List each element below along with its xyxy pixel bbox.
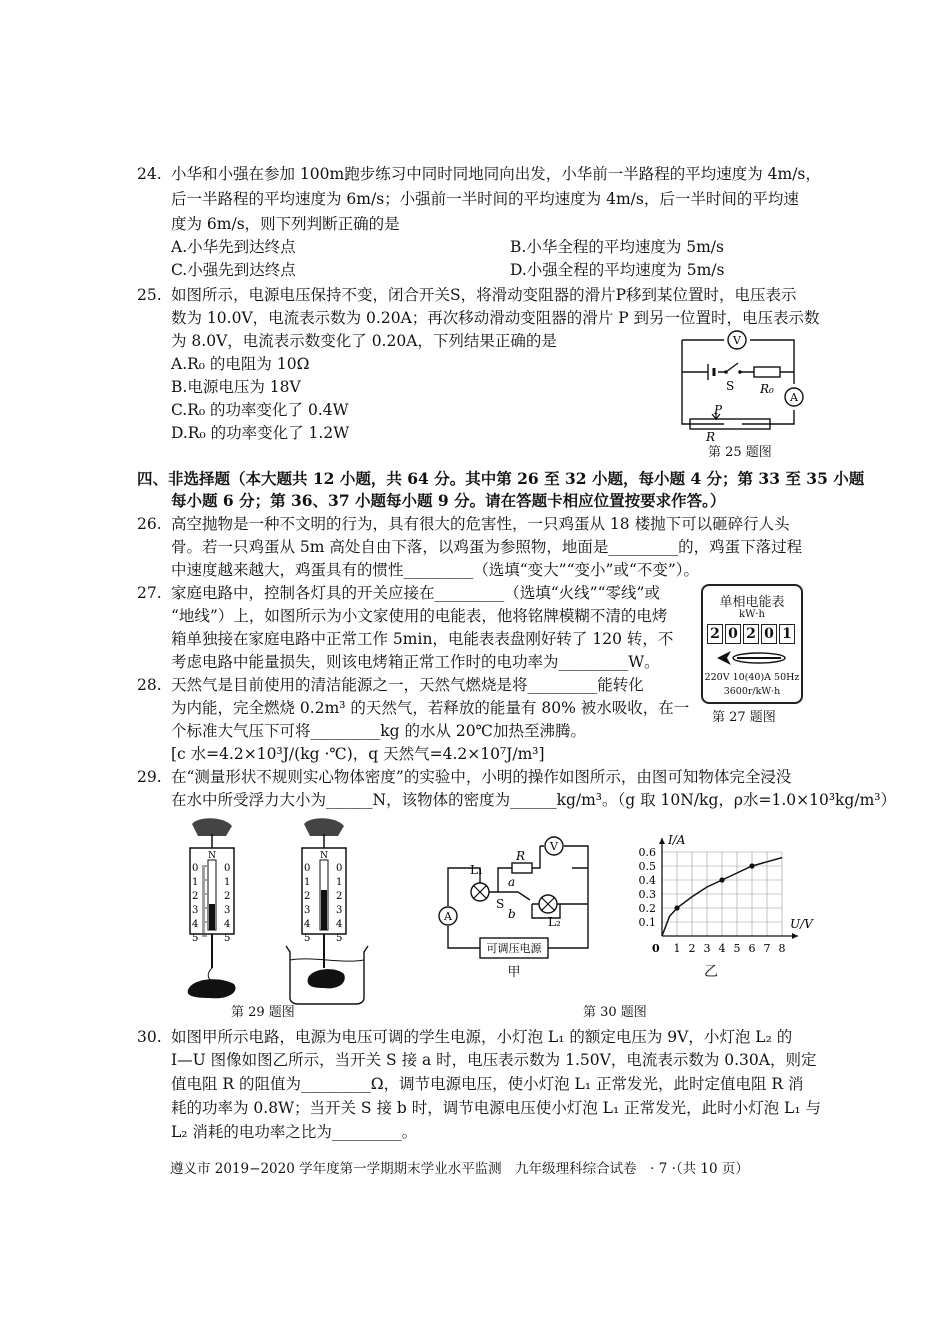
contact-a-label: a [508, 875, 516, 889]
q25-option-d: D.R₀ 的功率变化了 1.2W [171, 424, 350, 442]
question-number-29: 29. [137, 768, 162, 786]
scale-tick-label: 3 [336, 905, 343, 916]
meter-digit: 0 [725, 624, 741, 644]
meter-disc-icon [713, 648, 791, 668]
q30-text-line-2: I—U 图像如图乙所示，当开关 S 接 a 时，电压表示数为 1.50V，电流表示数为 0.30A，则定 [171, 1051, 817, 1069]
y-tick-label: 0.4 [638, 874, 656, 887]
question-number-24: 24. [137, 165, 162, 183]
q26-text-line-2: 骨。若一只鸡蛋从 5m 高处自由下落，以鸡蛋为参照物，地面是_________的，鸡蛋下落过程 [171, 538, 803, 556]
data-point [674, 905, 679, 910]
meter-spec-constant: 3600r/kW·h [723, 686, 781, 697]
scale-tick-label: 3 [224, 905, 231, 916]
data-point [719, 877, 724, 882]
y-tick-label: 0.3 [638, 888, 656, 901]
scale-tick-label: 1 [304, 877, 311, 888]
figure-jia-label: 甲 [507, 965, 521, 980]
y-tick-label: 0.1 [638, 916, 656, 929]
scale-tick-label: 0 [224, 863, 231, 874]
x-axis-label: U/V [790, 917, 813, 931]
scale-unit-label: N [208, 851, 216, 861]
meter-digit: 1 [779, 624, 795, 644]
q28-text-line-1: 天然气是目前使用的清洁能源之一，天然气燃烧是将_________能转化 [171, 676, 644, 694]
y-axis-label: I/A [668, 833, 686, 847]
resistor-r-label: R [516, 849, 526, 863]
section-4-heading-line-2: 每小题 6 分；第 36、37 小题每小题 9 分。请在答题卡相应位置按要求作答。） [171, 491, 726, 510]
scale-tick-label: 4 [224, 919, 231, 930]
q27-figure-caption: 第 27 题图 [712, 710, 776, 725]
y-tick-label: 0.2 [638, 902, 656, 915]
q25-circuit-diagram [670, 328, 820, 463]
spring-scale-in-air-figure [182, 818, 242, 1000]
q25-figure-caption: 第 25 题图 [708, 445, 772, 460]
switch-label: S [726, 379, 735, 393]
ammeter-label: A [444, 910, 452, 923]
scale-tick-label: 0 [336, 863, 343, 874]
lamp-l2-label: L₂ [548, 915, 561, 929]
scale-tick-label: 1 [224, 877, 231, 888]
origin-label: 0 [652, 942, 660, 955]
submerged-rock-icon [308, 969, 345, 988]
lamp-l1-label: L₁ [470, 863, 483, 877]
x-tick-label: 3 [703, 942, 711, 955]
spring-scale-in-water-figure [282, 818, 372, 1004]
q28-text-line-3: 个标准大气压下可将_________kg 的水从 20℃加热至沸腾。 [171, 722, 586, 740]
scale-tick-label: 4 [336, 919, 343, 930]
q26-text-line-1: 高空抛物是一种不文明的行为，具有很大的危害性，一只鸡蛋从 18 楼抛下可以砸碎行人头 [171, 515, 790, 533]
meter-unit: kW·h [739, 609, 765, 620]
scale-tick-label: 5 [304, 933, 311, 944]
question-number-25: 25. [137, 286, 162, 304]
switch-s-label: S [496, 897, 505, 911]
scale-tick-label: 2 [304, 891, 311, 902]
energy-meter-figure [701, 584, 803, 704]
q30-text-line-1: 如图甲所示电路，电源为电压可调的学生电源，小灯泡 L₁ 的额定电压为 9V，小灯泡 L₂ 的 [171, 1028, 793, 1046]
q27-text-line-1: 家庭电路中，控制各灯具的开关应接在_________（选填“火线”“零线”或 [171, 584, 660, 602]
q25-text-line-2: 数为 10.0V，电流表示数为 0.20A；再次移动滑动变阻器的滑片 P 到另一位置时，电压表示数 [171, 309, 820, 327]
x-tick-label: 1 [673, 942, 681, 955]
meter-digit: 0 [761, 624, 777, 644]
q26-text-line-3: 中速度越来越大，鸡蛋具有的惯性_________（选填“变大”“变小”或“不变”）。 [171, 561, 700, 579]
scale-tick-label: 1 [336, 877, 343, 888]
q24-option-a: A.小华先到达终点 [171, 238, 296, 256]
rheostat-label: R [706, 430, 716, 444]
section-4-heading-line-1: 四、非选择题（本大题共 12 小题，共 64 分。其中第 26 至 32 小题，每小题 4 分；第 33 至 35 小题 [137, 469, 865, 488]
y-axis-arrow-icon [659, 838, 665, 844]
question-number-28: 28. [137, 676, 162, 694]
x-tick-label: 6 [748, 942, 756, 955]
x-tick-label: 4 [718, 942, 726, 955]
q25-option-c: C.R₀ 的功率变化了 0.4W [171, 401, 349, 419]
q27-text-line-2: “地线”）上，如图所示为小文家使用的电能表，他将铭牌模糊不清的电烤 [171, 607, 668, 625]
q27-text-line-3: 箱单独接在家庭电路中正常工作 5min，电能表表盘刚好转了 120 转，不 [171, 630, 674, 648]
q30-iv-chart [614, 828, 824, 988]
q25-text-line-3: 为 8.0V，电流表示数变化了 0.20A，下列结果正确的是 [171, 332, 557, 350]
contact-b-label: b [508, 907, 516, 921]
scale-tick-label: 2 [336, 891, 343, 902]
x-axis-arrow-icon [792, 933, 798, 939]
scale-tick-label: 0 [304, 863, 311, 874]
q24-option-d: D.小强全程的平均速度为 5m/s [510, 261, 725, 279]
q30-figure-caption: 第 30 题图 [583, 1005, 647, 1020]
x-tick-label: 5 [733, 942, 741, 955]
q28-text-line-2: 为内能，完全燃烧 0.2m³ 的天然气，若释放的能量有 80% 被水吸收，在一 [171, 699, 690, 717]
q30-text-line-3: 值电阻 R 的阻值为_________Ω，调节电源电压，使小灯泡 L₁ 正常发光，此时定值电阻 R 消 [171, 1075, 804, 1093]
q29-text-line-1: 在“测量形状不规则实心物体密度”的实验中，小明的操作如图所示，由图可知物体完全浸没 [171, 768, 792, 786]
scale-tick-label: 2 [192, 891, 199, 902]
q25-text-line-1: 如图所示，电源电压保持不变，闭合开关S，将滑动变阻器的滑片P移到某位置时，电压表示 [171, 286, 797, 304]
meter-digit: 2 [707, 624, 723, 644]
meter-digit-row [707, 624, 795, 644]
y-tick-label: 0.5 [638, 860, 656, 873]
ammeter-label: A [790, 391, 798, 404]
q29-figure-caption: 第 29 题图 [231, 1005, 295, 1020]
q25-option-a: A.R₀ 的电阻为 10Ω [171, 355, 310, 373]
meter-digit: 2 [743, 624, 759, 644]
y-tick-label: 0.6 [638, 846, 656, 859]
scale-tick-label: 5 [336, 933, 343, 944]
q24-text-line-1: 小华和小强在参加 100m跑步练习中同时同地同向出发，小华前一半路程的平均速度为 4m/s， [171, 165, 821, 183]
meter-spec-rating: 220V 10(40)A 50Hz [704, 672, 800, 683]
scale-tick-label: 2 [224, 891, 231, 902]
voltmeter-label: V [550, 840, 558, 853]
rock-object-icon [188, 979, 236, 998]
x-tick-label: 8 [778, 942, 786, 955]
voltmeter-label: V [733, 334, 741, 347]
scale-tick-label: 3 [192, 905, 199, 916]
r0-label: R₀ [760, 382, 774, 396]
meter-title: 单相电能表 [719, 595, 785, 610]
q24-option-c: C.小强先到达终点 [171, 261, 296, 279]
scale-tick-label: 3 [304, 905, 311, 916]
x-tick-label: 2 [688, 942, 696, 955]
power-source-label: 可调压电源 [486, 942, 542, 955]
scale-tick-label: 4 [192, 919, 199, 930]
question-number-26: 26. [137, 515, 162, 533]
q30-text-line-4: 耗的功率为 0.8W；当开关 S 接 b 时，调节电源电压使小灯泡 L₁ 正常发光，此时小灯泡 L₁ 与 [171, 1099, 821, 1117]
x-tick-label: 7 [763, 942, 771, 955]
question-number-27: 27. [137, 584, 162, 602]
q24-option-b: B.小华全程的平均速度为 5m/s [510, 238, 724, 256]
scale-tick-label: 1 [192, 877, 199, 888]
q29-text-line-2: 在水中所受浮力大小为______N，该物体的密度为______kg/m³。（g 取 10N/kg，ρ水=1.0×10³kg/m³） [171, 791, 896, 809]
q30-circuit-diagram-jia [436, 826, 596, 978]
slider-p-label: P [714, 403, 723, 417]
question-number-30: 30. [137, 1028, 162, 1046]
scale-unit-label: N [320, 851, 328, 861]
q30-text-line-5: L₂ 消耗的电功率之比为_________。 [171, 1123, 418, 1141]
q24-text-line-3: 度为 6m/s，则下列判断正确的是 [171, 215, 400, 233]
q25-option-b: B.电源电压为 18V [171, 378, 301, 396]
scale-tick-label: 5 [224, 933, 231, 944]
page-footer: 遵义市 2019−2020 学年度第一学期期末学业水平监测 九年级理科综合试卷 · 7 ·（共 10 页） [170, 1161, 749, 1177]
scale-tick-label: 0 [192, 863, 199, 874]
figure-yi-label: 乙 [704, 964, 718, 980]
q28-text-line-4: [c 水=4.2×10³J/(kg ·℃)，q 天然气=4.2×10⁷J/m³] [171, 745, 545, 763]
q24-text-line-2: 后一半路程的平均速度为 6m/s；小强前一半时间的平均速度为 4m/s，后一半时间的平均速 [171, 190, 799, 208]
data-point [749, 863, 754, 868]
scale-tick-label: 4 [304, 919, 311, 930]
scale-tick-label: 5 [192, 933, 199, 944]
q27-text-line-4: 考虑电路中能量损失，则该电烤箱正常工作时的电功率为_________W。 [171, 653, 660, 671]
